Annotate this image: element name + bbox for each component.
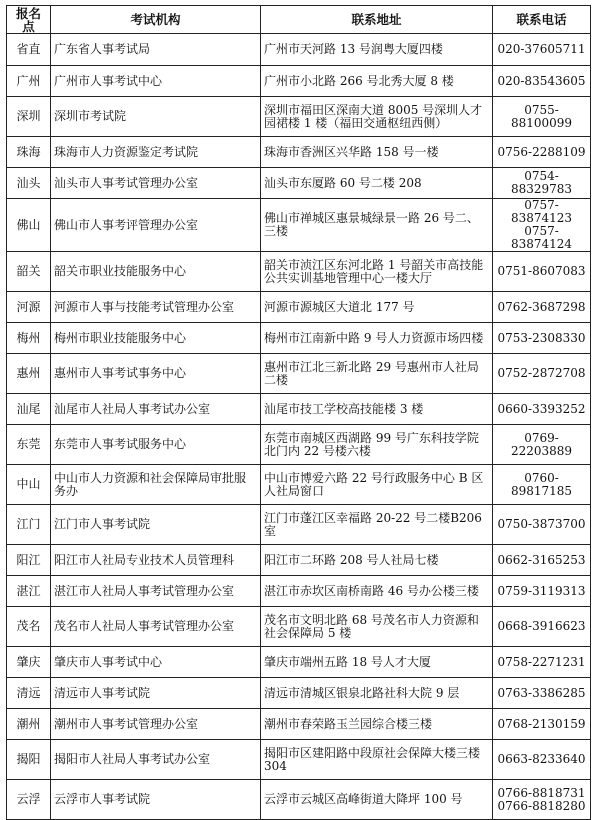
cell-site: 湛江 bbox=[7, 576, 51, 607]
cell-address: 惠州市江北三新北路 29 号惠州市人社局二楼 bbox=[261, 354, 493, 394]
cell-address: 潮州市春荣路玉兰园综合楼三楼 bbox=[261, 709, 493, 740]
table-row bbox=[7, 168, 591, 199]
cell-address: 河源市源城区大道北 177 号 bbox=[261, 292, 493, 323]
cell-org: 深圳市考试院 bbox=[51, 97, 261, 137]
cell-phone bbox=[493, 292, 591, 323]
phone-number: 0762-3687298 bbox=[497, 299, 586, 314]
phone-number: 0758-2271231 bbox=[497, 654, 586, 669]
header-org: 考试机构 bbox=[51, 6, 261, 34]
cell-phone bbox=[493, 394, 591, 425]
cell-site: 广州 bbox=[7, 66, 51, 97]
table-row bbox=[7, 354, 591, 394]
cell-phone bbox=[493, 465, 591, 505]
phone-number: 0766-8818280 bbox=[497, 798, 586, 813]
cell-phone bbox=[493, 647, 591, 678]
cell-address: 揭阳市区建阳路中段原社会保障大楼三楼 304 bbox=[261, 740, 493, 780]
cell-address: 江门市蓬江区幸福路 20-22 号二楼B206 室 bbox=[261, 505, 493, 545]
phone-number: 0768-2130159 bbox=[497, 716, 586, 731]
cell-phone bbox=[493, 607, 591, 647]
cell-org: 珠海市人力资源鉴定考试院 bbox=[51, 137, 261, 168]
phone-number: 0754-88329783 bbox=[510, 169, 573, 196]
cell-org: 中山市人力资源和社会保障局审批服务办 bbox=[51, 465, 261, 505]
cell-phone bbox=[493, 97, 591, 137]
cell-site: 珠海 bbox=[7, 137, 51, 168]
header-address: 联系地址 bbox=[261, 6, 493, 34]
cell-org: 揭阳市人社局人事考试办公室 bbox=[51, 740, 261, 780]
cell-site: 深圳 bbox=[7, 97, 51, 137]
phone-number: 0751-8607083 bbox=[497, 264, 586, 278]
cell-site: 揭阳 bbox=[7, 740, 51, 780]
cell-org: 广州市人事考试中心 bbox=[51, 66, 261, 97]
cell-address: 云浮市云城区高峰街道大降坪 100 号 bbox=[261, 780, 493, 820]
phone-number: 0755-88100099 bbox=[510, 102, 573, 130]
cell-org: 佛山市人事考评管理办公室 bbox=[51, 199, 261, 252]
phone-number: 0760-89817185 bbox=[510, 470, 573, 498]
cell-address: 清远市清城区银泉北路社科大院 9 层 bbox=[261, 678, 493, 709]
cell-org: 汕头市人事考试管理办公室 bbox=[51, 168, 261, 199]
cell-address: 东莞市南城区西湖路 99 号广东科技学院北门内 22 号楼六楼 bbox=[261, 425, 493, 465]
cell-site: 清远 bbox=[7, 678, 51, 709]
cell-site: 潮州 bbox=[7, 709, 51, 740]
table-row bbox=[7, 647, 591, 678]
phone-number: 0663-8233640 bbox=[497, 752, 586, 766]
table-row bbox=[7, 607, 591, 647]
cell-org: 韶关市职业技能服务中心 bbox=[51, 252, 261, 292]
exam-sites-table bbox=[6, 5, 591, 820]
phone-number: 020-83543605 bbox=[497, 73, 586, 88]
cell-address: 广州市天河路 13 号润粤大厦四楼 bbox=[261, 34, 493, 66]
cell-address: 阳江市二环路 208 号人社局七楼 bbox=[261, 545, 493, 576]
phone-number: 0759-3119313 bbox=[497, 583, 586, 598]
table-row bbox=[7, 545, 591, 576]
cell-org: 惠州市人事考试事务中心 bbox=[51, 354, 261, 394]
table-row bbox=[7, 66, 591, 97]
phone-number: 0752-2872708 bbox=[497, 366, 586, 380]
phone-number: 0660-3393252 bbox=[497, 401, 586, 416]
cell-site: 河源 bbox=[7, 292, 51, 323]
cell-address: 深圳市福田区深南大道 8005 号深圳人才园裙楼 1 楼（福田交通枢纽西侧） bbox=[261, 97, 493, 137]
cell-phone bbox=[493, 780, 591, 820]
table-row bbox=[7, 199, 591, 252]
cell-address: 韶关市浈江区东河北路 1 号韶关市高技能公共实训基地管理中心一楼大厅 bbox=[261, 252, 493, 292]
cell-org: 梅州市职业技能服务中心 bbox=[51, 323, 261, 354]
cell-phone bbox=[493, 66, 591, 97]
cell-phone bbox=[493, 34, 591, 66]
cell-site: 梅州 bbox=[7, 323, 51, 354]
cell-phone bbox=[493, 137, 591, 168]
phone-number: 0662-3165253 bbox=[497, 552, 586, 567]
cell-address: 珠海市香洲区兴华路 158 号一楼 bbox=[261, 137, 493, 168]
cell-phone bbox=[493, 678, 591, 709]
cell-site: 东莞 bbox=[7, 425, 51, 465]
cell-phone bbox=[493, 425, 591, 465]
cell-site: 云浮 bbox=[7, 780, 51, 820]
cell-phone bbox=[493, 505, 591, 545]
table-row bbox=[7, 425, 591, 465]
cell-address: 梅州市江南新中路 9 号人力资源市场四楼 bbox=[261, 323, 493, 354]
cell-address: 广州市小北路 266 号北秀大厦 8 楼 bbox=[261, 66, 493, 97]
table-row bbox=[7, 465, 591, 505]
header-site: 报名点 bbox=[7, 6, 51, 34]
cell-address: 汕头市东厦路 60 号二楼 208 bbox=[261, 168, 493, 199]
cell-phone bbox=[493, 168, 591, 199]
phone-number: 0763-3386285 bbox=[497, 685, 586, 700]
cell-address: 肇庆市端州五路 18 号人才大厦 bbox=[261, 647, 493, 678]
cell-phone bbox=[493, 252, 591, 292]
cell-site: 茂名 bbox=[7, 607, 51, 647]
cell-org: 江门市人事考试院 bbox=[51, 505, 261, 545]
table-row bbox=[7, 323, 591, 354]
cell-org: 河源市人事与技能考试管理办公室 bbox=[51, 292, 261, 323]
table-body bbox=[7, 34, 591, 820]
phone-number: 0769-22203889 bbox=[510, 430, 573, 458]
cell-org: 阳江市人社局专业技术人员管理科 bbox=[51, 545, 261, 576]
table-row bbox=[7, 292, 591, 323]
phone-number: 0757-83874124 bbox=[510, 224, 573, 251]
cell-phone bbox=[493, 576, 591, 607]
cell-phone bbox=[493, 709, 591, 740]
table-row bbox=[7, 252, 591, 292]
phone-number: 020-37605711 bbox=[497, 42, 586, 56]
cell-site: 惠州 bbox=[7, 354, 51, 394]
cell-site: 汕尾 bbox=[7, 394, 51, 425]
cell-phone bbox=[493, 354, 591, 394]
cell-org: 东莞市人事考试服务中心 bbox=[51, 425, 261, 465]
cell-org: 广东省人事考试局 bbox=[51, 34, 261, 66]
cell-site: 佛山 bbox=[7, 199, 51, 252]
cell-address: 中山市博爱六路 22 号行政服务中心 B 区人社局窗口 bbox=[261, 465, 493, 505]
cell-org: 清远市人事考试院 bbox=[51, 678, 261, 709]
phone-number: 0766-8818731 bbox=[497, 785, 586, 800]
table-row bbox=[7, 780, 591, 820]
table-row bbox=[7, 576, 591, 607]
cell-site: 韶关 bbox=[7, 252, 51, 292]
table-row bbox=[7, 505, 591, 545]
cell-phone bbox=[493, 740, 591, 780]
table-header-row bbox=[7, 6, 591, 34]
cell-site: 江门 bbox=[7, 505, 51, 545]
cell-phone bbox=[493, 199, 591, 252]
table-row bbox=[7, 740, 591, 780]
cell-site: 省直 bbox=[7, 34, 51, 66]
cell-org: 汕尾市人社局人事考试办公室 bbox=[51, 394, 261, 425]
cell-phone bbox=[493, 323, 591, 354]
cell-site: 中山 bbox=[7, 465, 51, 505]
phone-number: 0750-3873700 bbox=[497, 517, 586, 531]
table-row bbox=[7, 97, 591, 137]
cell-address: 佛山市禅城区惠景城绿景一路 26 号二、三楼 bbox=[261, 199, 493, 252]
cell-site: 肇庆 bbox=[7, 647, 51, 678]
cell-org: 肇庆市人事考试中心 bbox=[51, 647, 261, 678]
phone-number: 0668-3916623 bbox=[497, 619, 586, 633]
cell-org: 潮州市人事考试管理办公室 bbox=[51, 709, 261, 740]
cell-org: 湛江市人社局人事考试管理办公室 bbox=[51, 576, 261, 607]
table-row bbox=[7, 678, 591, 709]
cell-address: 湛江市赤坎区南桥南路 46 号办公楼三楼 bbox=[261, 576, 493, 607]
table-row bbox=[7, 709, 591, 740]
cell-site: 汕头 bbox=[7, 168, 51, 199]
table-row bbox=[7, 394, 591, 425]
cell-org: 云浮市人事考试院 bbox=[51, 780, 261, 820]
cell-org: 茂名市人社局人事考试管理办公室 bbox=[51, 607, 261, 647]
table-row bbox=[7, 137, 591, 168]
cell-phone bbox=[493, 545, 591, 576]
phone-number: 0753-2308330 bbox=[497, 330, 586, 345]
cell-address: 汕尾市技工学校高技能楼 3 楼 bbox=[261, 394, 493, 425]
header-phone: 联系电话 bbox=[493, 6, 591, 34]
phone-number: 0756-2288109 bbox=[497, 144, 586, 159]
table-row bbox=[7, 34, 591, 66]
phone-number: 0757-83874123 bbox=[510, 198, 573, 225]
cell-address: 茂名市文明北路 68 号茂名市人力资源和社会保障局 5 楼 bbox=[261, 607, 493, 647]
cell-site: 阳江 bbox=[7, 545, 51, 576]
